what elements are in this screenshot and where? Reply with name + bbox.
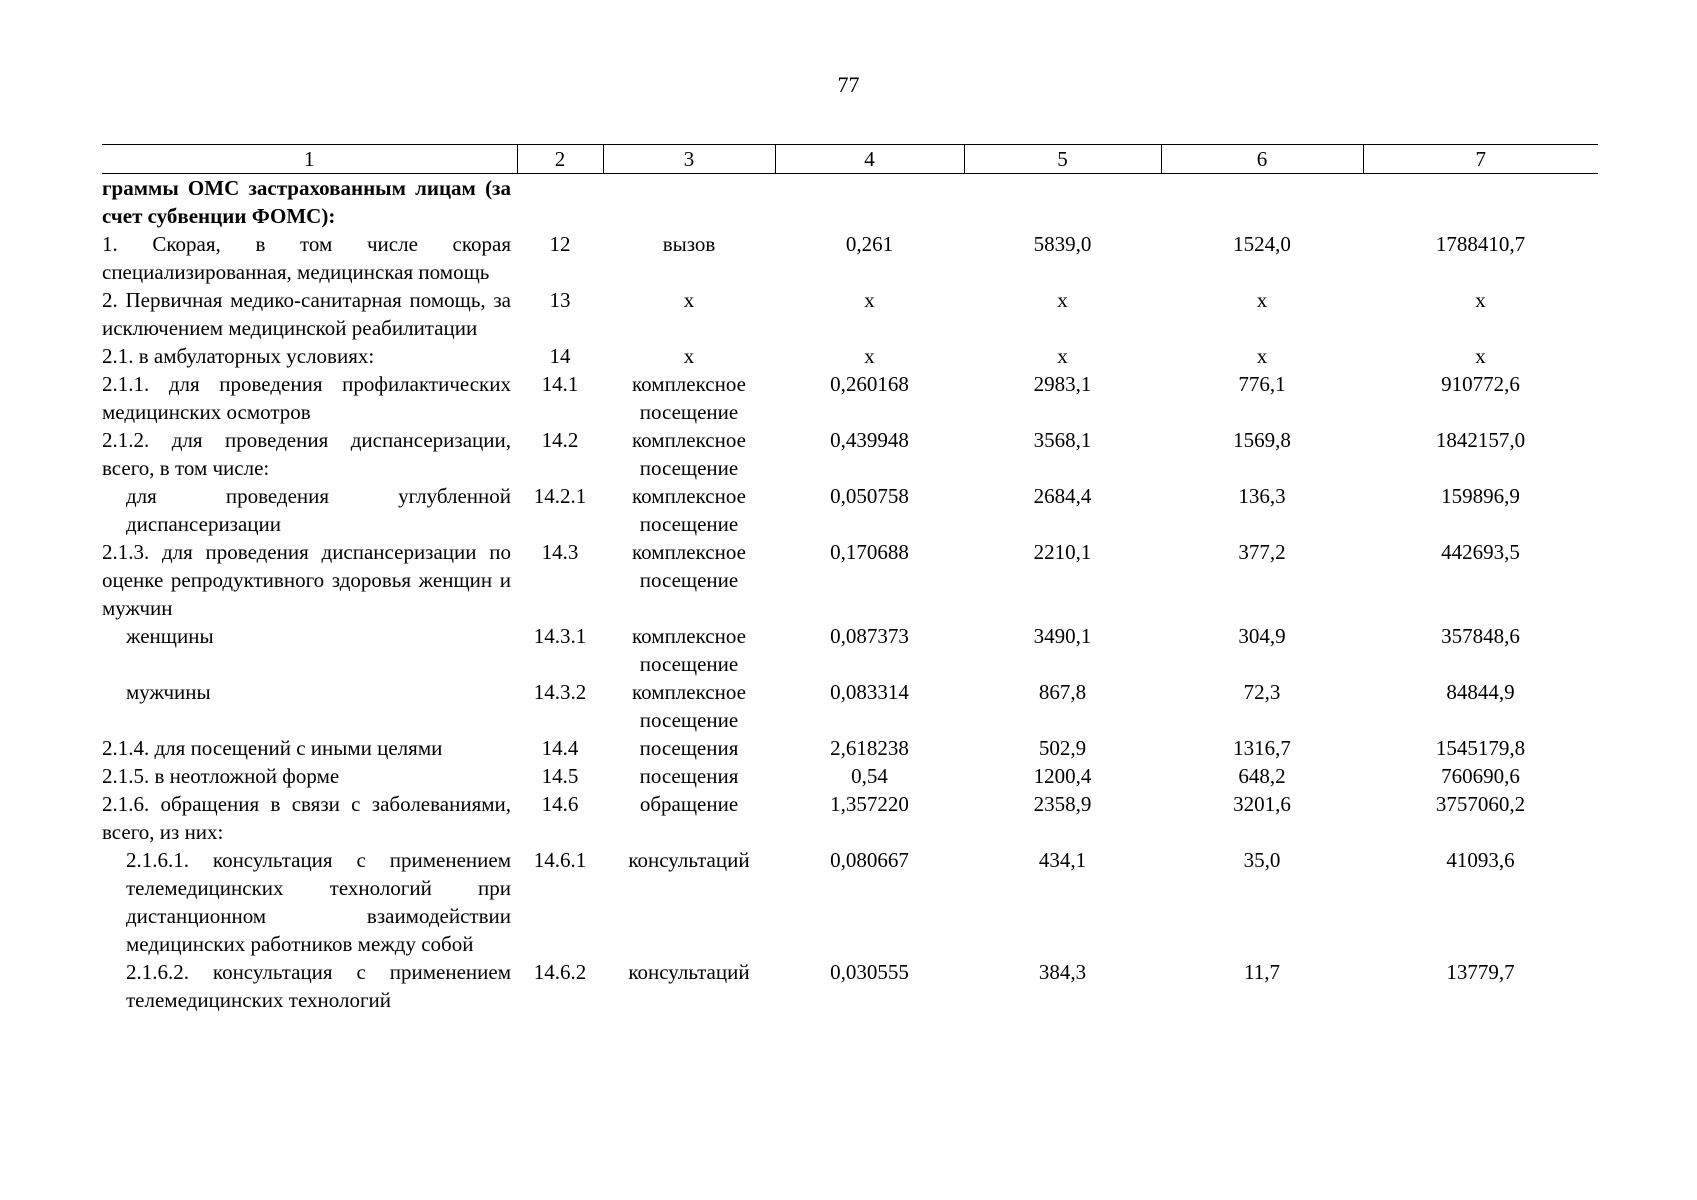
row-value-4: 0,030555 <box>830 960 909 984</box>
row-value-5: 434,1 <box>1038 848 1087 872</box>
row-value-6: 377,2 <box>1238 540 1286 564</box>
table-row <box>102 426 1598 482</box>
table-row <box>102 482 1598 538</box>
row-number: 13 <box>549 288 571 312</box>
table-row <box>102 762 1598 790</box>
row-value-4: 0,080667 <box>830 848 909 872</box>
row-value-4: 1,357220 <box>830 792 909 816</box>
row-unit: консультаций <box>628 960 750 984</box>
row-value-6: 648,2 <box>1238 764 1286 788</box>
table-row <box>102 230 1598 286</box>
row-name: женщины <box>126 624 214 648</box>
column-header-3: 3 <box>603 145 775 174</box>
row-name: 2.1.2. для проведения диспансеризации, всего, в том числе: <box>102 428 511 480</box>
row-number: 14.2.1 <box>533 484 587 508</box>
column-header-7: 7 <box>1363 145 1598 174</box>
row-value-7: х <box>1475 288 1486 312</box>
row-value-7: 3757060,2 <box>1435 792 1526 816</box>
row-unit: комплексное посещение <box>632 484 746 536</box>
row-value-6: 72,3 <box>1243 680 1281 704</box>
table-row <box>102 538 1598 622</box>
page-number: 77 <box>837 72 860 97</box>
row-value-6: 1524,0 <box>1233 232 1291 256</box>
row-number: 14 <box>549 344 571 368</box>
column-header-2: 2 <box>517 145 603 174</box>
row-value-5: 384,3 <box>1038 960 1087 984</box>
row-value-5: 2358,9 <box>1033 792 1092 816</box>
row-value-4: 2,618238 <box>830 736 909 760</box>
row-name: 2.1.5. в неотложной форме <box>102 764 340 788</box>
row-value-7: 159896,9 <box>1441 484 1520 508</box>
row-number: 14.3 <box>541 540 579 564</box>
row-name: 1. Скорая, в том числе скорая специализированная, медицинская помощь <box>102 232 511 284</box>
row-value-5: 502,9 <box>1038 736 1087 760</box>
row-value-7: 1842157,0 <box>1435 428 1526 452</box>
row-value-5: 3568,1 <box>1033 428 1092 452</box>
table-row <box>102 790 1598 846</box>
row-unit: комплексное посещение <box>632 624 746 676</box>
row-value-7: 442693,5 <box>1441 540 1520 564</box>
row-value-5: 3490,1 <box>1033 624 1092 648</box>
table-row <box>102 370 1598 426</box>
row-value-5: 2210,1 <box>1033 540 1092 564</box>
row-value-4: 0,087373 <box>830 624 909 648</box>
table-row <box>102 622 1598 678</box>
row-unit: комплексное посещение <box>632 680 746 732</box>
row-unit: комплексное посещение <box>632 428 746 480</box>
row-name: 2.1.6. обращения в связи с заболеваниями, всего, из них: <box>102 792 511 844</box>
row-value-7: 1788410,7 <box>1435 232 1526 256</box>
row-value-7: 357848,6 <box>1441 624 1520 648</box>
row-unit: х <box>683 344 695 368</box>
row-value-4: 0,261 <box>845 232 894 256</box>
row-value-7: 1545179,8 <box>1435 736 1526 760</box>
row-name: 2.1.4. для посещений с иными целями <box>102 736 443 760</box>
column-header-4: 4 <box>775 145 964 174</box>
row-value-6: 776,1 <box>1238 372 1286 396</box>
row-number: 14.6.2 <box>533 960 587 984</box>
table-row <box>102 342 1598 370</box>
row-value-7: 84844,9 <box>1446 680 1515 704</box>
row-name: 2.1.1. для проведения профилактических медицинских осмотров <box>102 372 511 424</box>
row-number: 14.1 <box>541 372 579 396</box>
column-header-1: 1 <box>102 145 517 174</box>
row-value-7: 910772,6 <box>1441 372 1520 396</box>
row-name: 2.1.6.1. консультация с применением телемедицинских технологий при дистанционном взаимодействии медицинских работников между собой <box>126 848 511 956</box>
row-value-5: 2983,1 <box>1033 372 1092 396</box>
table-row <box>102 846 1598 958</box>
row-value-4: х <box>864 288 875 312</box>
row-value-4: 0,050758 <box>830 484 909 508</box>
row-number: 14.6.1 <box>533 848 587 872</box>
row-number: 14.3.2 <box>533 680 587 704</box>
row-value-5: 1200,4 <box>1033 764 1092 788</box>
row-number <box>517 174 603 231</box>
table-row <box>102 958 1598 1014</box>
table-row <box>102 174 1598 231</box>
row-value-7: 41093,6 <box>1446 848 1515 872</box>
column-header-6: 6 <box>1161 145 1363 174</box>
row-value-5: х <box>1057 344 1068 368</box>
row-unit: х <box>683 288 695 312</box>
row-number: 14.3.1 <box>533 624 587 648</box>
row-number: 14.4 <box>541 736 579 760</box>
row-value-5: х <box>1057 288 1068 312</box>
row-unit: посещения <box>639 764 739 788</box>
row-name: мужчины <box>126 680 211 704</box>
row-value-6: 3201,6 <box>1233 792 1291 816</box>
row-value-4: 0,083314 <box>830 680 909 704</box>
row-value-5: 2684,4 <box>1033 484 1092 508</box>
row-value-7: х <box>1475 344 1486 368</box>
row-value-5: 5839,0 <box>1033 232 1092 256</box>
row-value-6: 304,9 <box>1238 624 1286 648</box>
row-value-6: 11,7 <box>1244 960 1280 984</box>
row-unit: посещения <box>639 736 739 760</box>
row-unit: вызов <box>662 232 716 256</box>
column-header-5: 5 <box>964 145 1161 174</box>
row-value-4: 0,170688 <box>830 540 909 564</box>
row-value-6: 35,0 <box>1243 848 1281 872</box>
row-name: граммы ОМС застрахованным лицам (за счет субвенции ФОМС): <box>102 176 511 228</box>
row-name: для проведения углубленной диспансеризации <box>126 484 511 536</box>
row-name: 2.1.6.2. консультация с применением телемедицинских технологий <box>126 960 511 1012</box>
row-value-7: 760690,6 <box>1441 764 1520 788</box>
row-unit: комплексное посещение <box>632 540 746 592</box>
row-number: 14.5 <box>541 764 579 788</box>
row-number: 14.6 <box>541 792 579 816</box>
row-value-4: х <box>864 344 875 368</box>
row-value-4: 0,260168 <box>830 372 909 396</box>
row-value-4: 0,439948 <box>830 428 909 452</box>
row-value-7 <box>1363 174 1598 231</box>
row-value-6 <box>1161 174 1363 231</box>
row-number: 12 <box>549 232 571 256</box>
row-value-4: 0,54 <box>851 764 888 788</box>
row-value-6: х <box>1256 344 1268 368</box>
row-unit: комплексное посещение <box>632 372 746 424</box>
row-unit: обращение <box>639 792 739 816</box>
row-value-6: 1316,7 <box>1233 736 1291 760</box>
row-value-4 <box>775 174 964 231</box>
table-row <box>102 286 1598 342</box>
row-value-5 <box>964 174 1161 231</box>
table-row <box>102 734 1598 762</box>
table-row <box>102 678 1598 734</box>
row-value-6: 1569,8 <box>1233 428 1291 452</box>
row-name: 2.1. в амбулаторных условиях: <box>102 344 375 368</box>
data-table <box>102 144 1598 1014</box>
row-value-6: х <box>1256 288 1268 312</box>
row-value-6: 136,3 <box>1238 484 1286 508</box>
row-number: 14.2 <box>541 428 579 452</box>
row-unit: консультаций <box>628 848 750 872</box>
row-unit <box>603 174 775 231</box>
table-header-row <box>102 145 1598 174</box>
row-value-7: 13779,7 <box>1446 960 1515 984</box>
row-name: 2. Первичная медико-санитарная помощь, за исключением медицинской реабилитации <box>102 288 511 340</box>
row-name: 2.1.3. для проведения диспансеризации по оценке репродуктивного здоровья женщин и мужчин <box>102 540 511 620</box>
row-value-5: 867,8 <box>1038 680 1087 704</box>
